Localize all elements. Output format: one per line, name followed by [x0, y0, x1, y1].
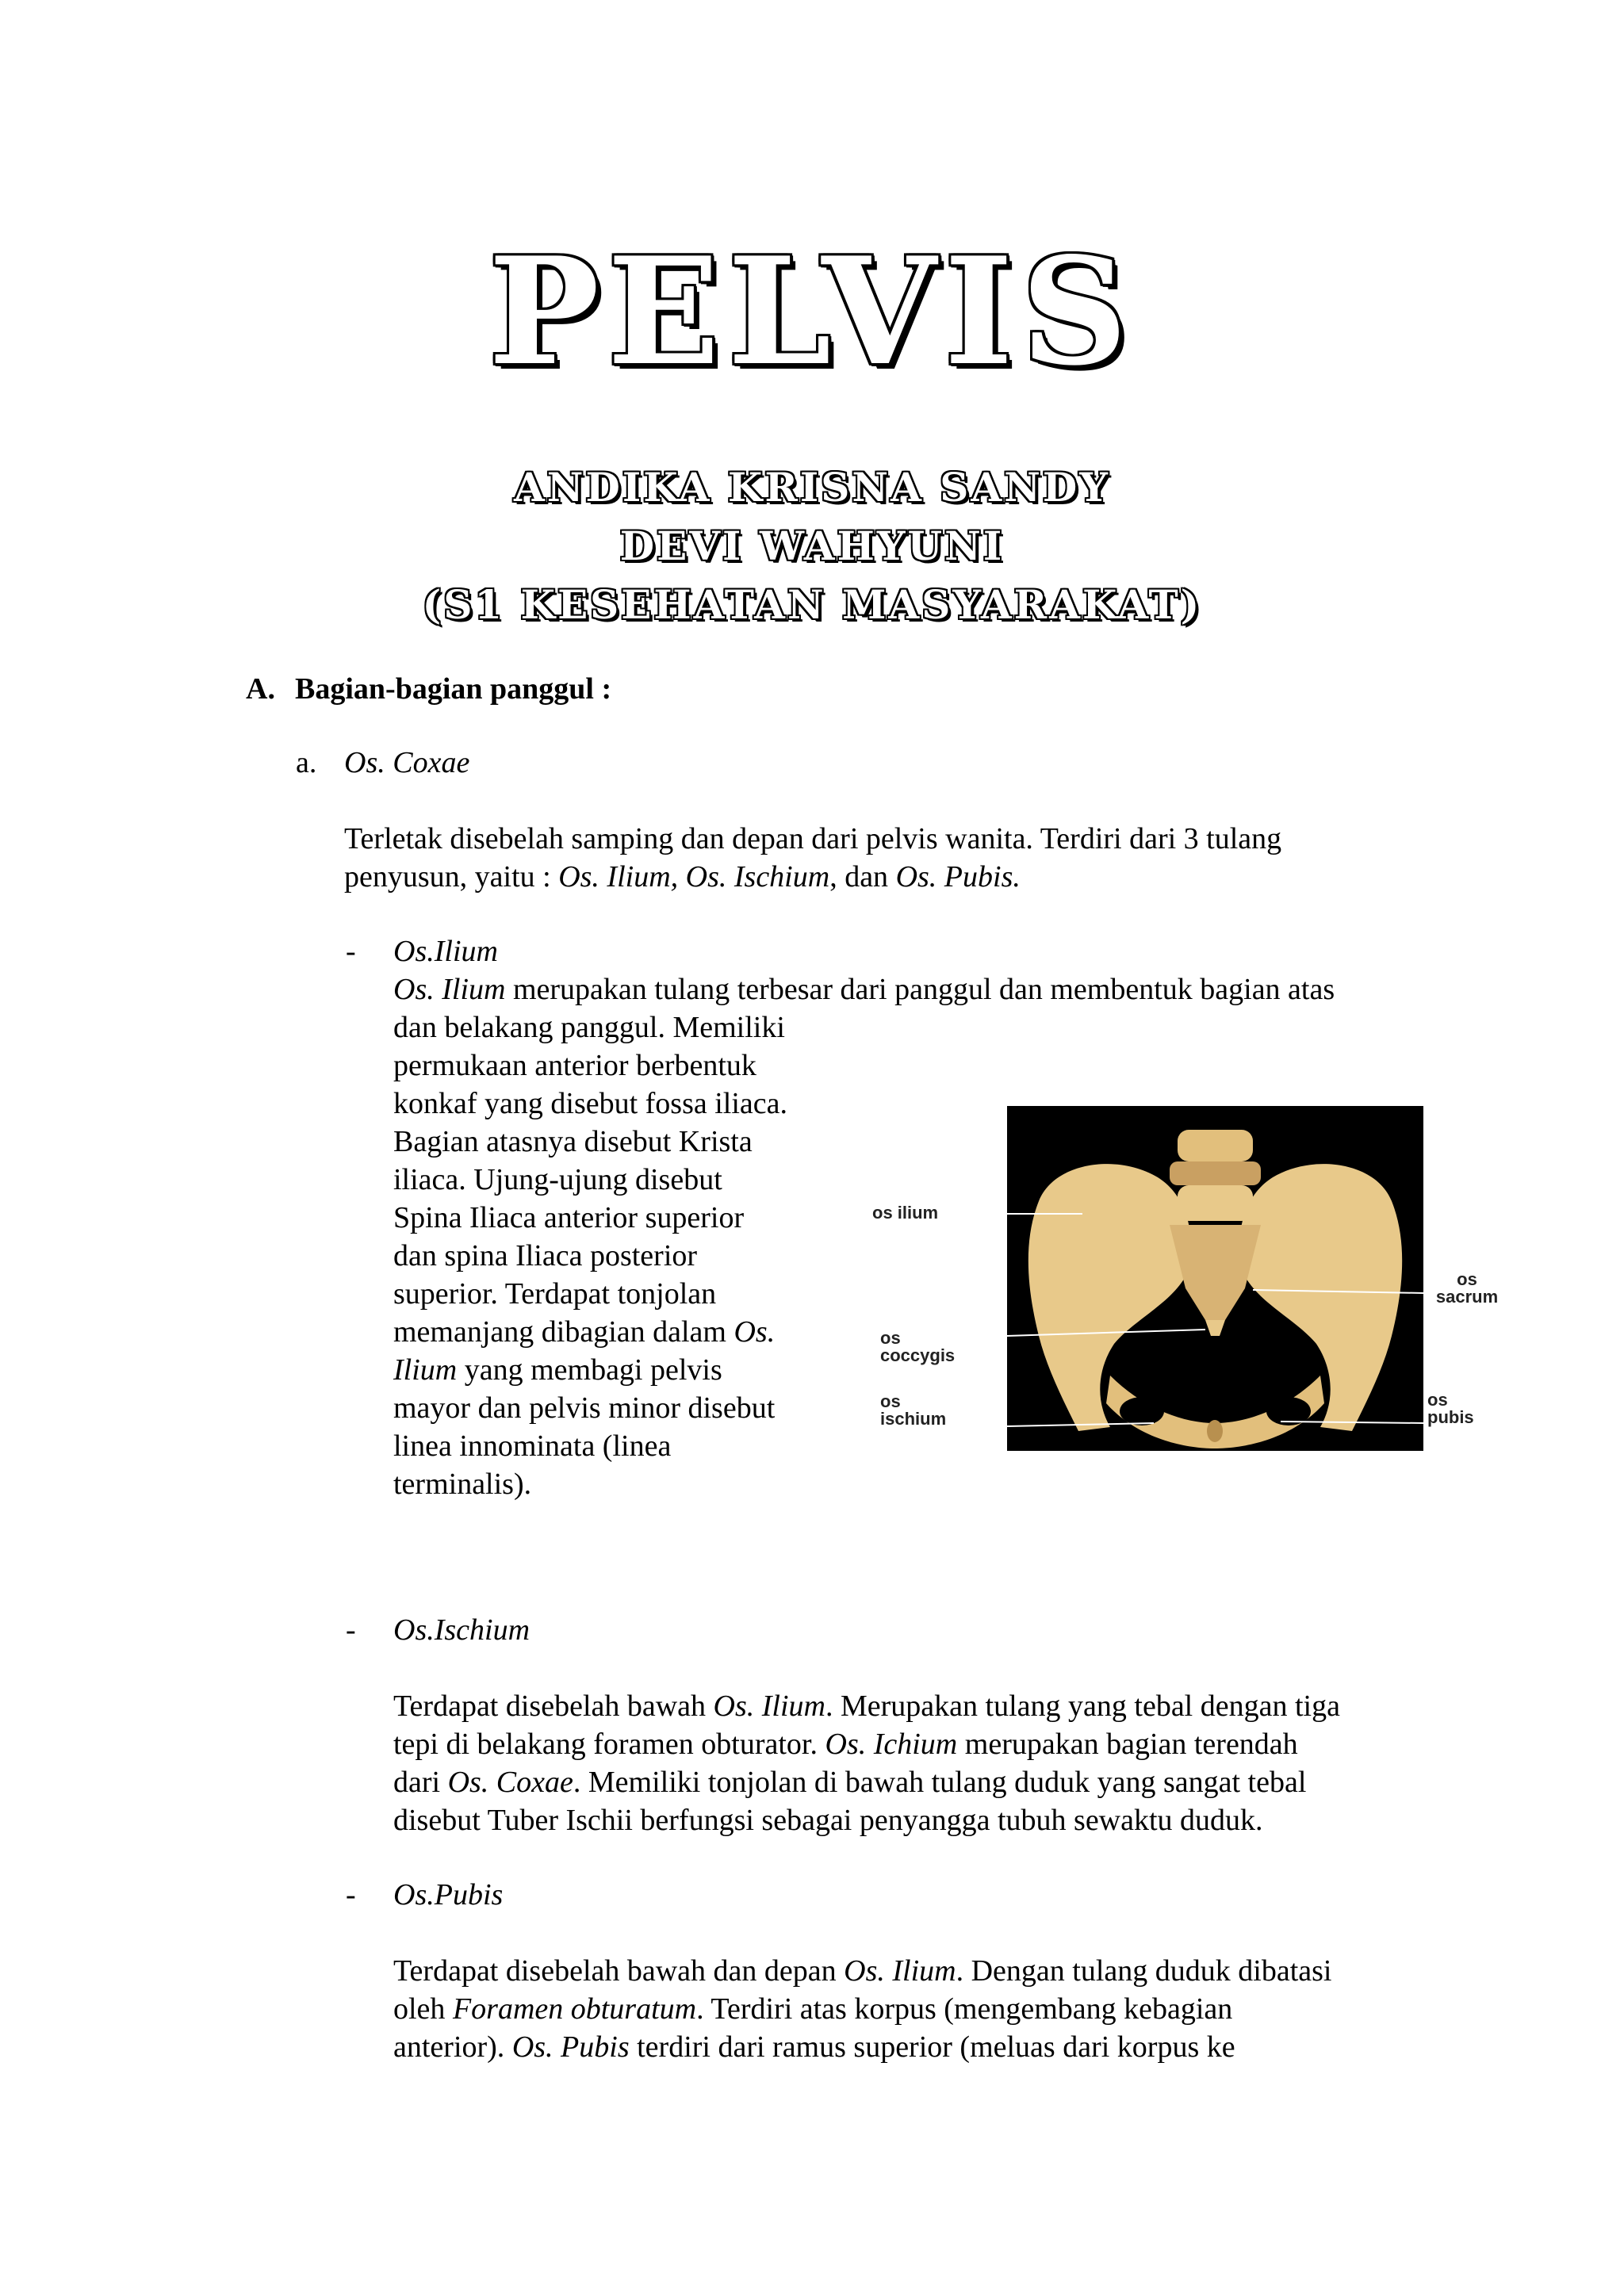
ilium-line: iliaca. Ujung-ujung disebut [393, 1163, 722, 1196]
ilium-line: superior. Terdapat tonjolan [393, 1277, 717, 1311]
ilium-dash: - [346, 935, 356, 968]
ischium-line: tepi di belakang foramen obturator. Os. Ichium merupakan bagian terendah [393, 1728, 1298, 1761]
ilium-line: Ilium yang membagi pelvis [393, 1353, 722, 1387]
section-a-heading: Bagian-bagian panggul : [295, 672, 612, 706]
ischium-paragraph [393, 1687, 1340, 1839]
ilium-line: terminalis). [393, 1468, 532, 1501]
item-a-marker: a. [296, 746, 317, 779]
ilium-line: Spina Iliaca anterior superior [393, 1201, 745, 1234]
pubis-line: anterior). Os. Pubis terdiri dari ramus superior (meluas dari korpus ke [393, 2030, 1235, 2064]
pelvis-figure [833, 1106, 1538, 1463]
section-a-marker: A. [246, 672, 275, 706]
intro-line-2: penyusun, yaitu : Os. Ilium, Os. Ischium, dan Os. Pubis. [344, 860, 1021, 894]
pubis-paragraph [393, 1952, 1331, 2066]
pelvis-photo [1007, 1106, 1423, 1451]
ilium-title: Os.Ilium [393, 935, 498, 968]
ilium-line: linea innominata (linea [393, 1429, 672, 1463]
label-os-pubis: os pubis [1427, 1390, 1474, 1427]
label-os-ilium: os ilium [872, 1203, 939, 1223]
document-title: PELVIS [488, 224, 1136, 398]
pubis-line: oleh Foramen obturatum. Terdiri atas korpus (mengembang kebagian [393, 1992, 1233, 2026]
ischium-dash: - [346, 1613, 356, 1647]
ilium-line: mayor dan pelvis minor disebut [393, 1391, 776, 1425]
pubis-title: Os.Pubis [393, 1878, 504, 1911]
pubis-dash: - [346, 1878, 356, 1911]
ilium-line: Os. Ilium merupakan tulang terbesar dari panggul dan membentuk bagian atas [393, 973, 1335, 1006]
ilium-line: permukaan anterior berbentuk [393, 1049, 756, 1082]
ilium-line: konkaf yang disebut fossa iliaca. [393, 1087, 788, 1120]
pelvis-illustration [1007, 1106, 1423, 1451]
ischium-line: Terdapat disebelah bawah Os. Ilium. Merupakan tulang yang tebal dengan tiga [393, 1689, 1340, 1723]
ischium-title: Os.Ischium [393, 1613, 530, 1647]
intro-line-1: Terletak disebelah samping dan depan dari pelvis wanita. Terdiri dari 3 tulang [344, 822, 1282, 855]
study-program: (S1 KESEHATAN MASYARAKAT) [422, 581, 1202, 628]
ischium-line: dari Os. Coxae. Memiliki tonjolan di bawah tulang duduk yang sangat tebal [393, 1766, 1307, 1799]
item-a-title: Os. Coxae [344, 746, 470, 779]
label-os-sacrum: os sacrum [1435, 1269, 1499, 1307]
ilium-line: dan spina Iliaca posterior [393, 1239, 698, 1272]
label-os-coccygis: os coccygis [880, 1328, 956, 1365]
pubis-line: Terdapat disebelah bawah dan depan Os. Ilium. Dengan tulang duduk dibatasi [393, 1954, 1332, 1988]
author-name-2: DEVI WAHYUNI [619, 522, 1005, 569]
ischium-line: disebut Tuber Ischii berfungsi sebagai penyangga tubuh sewaktu duduk. [393, 1804, 1263, 1837]
label-os-ischium: os ischium [880, 1391, 947, 1429]
ilium-line: dan belakang panggul. Memiliki [393, 1011, 785, 1044]
ilium-line: memanjang dibagian dalam Os. [393, 1315, 776, 1349]
ilium-line: Bagian atasnya disebut Krista [393, 1125, 753, 1158]
author-name-1: ANDIKA KRISNA SANDY [514, 464, 1110, 511]
os-coxae-intro [344, 820, 1281, 896]
